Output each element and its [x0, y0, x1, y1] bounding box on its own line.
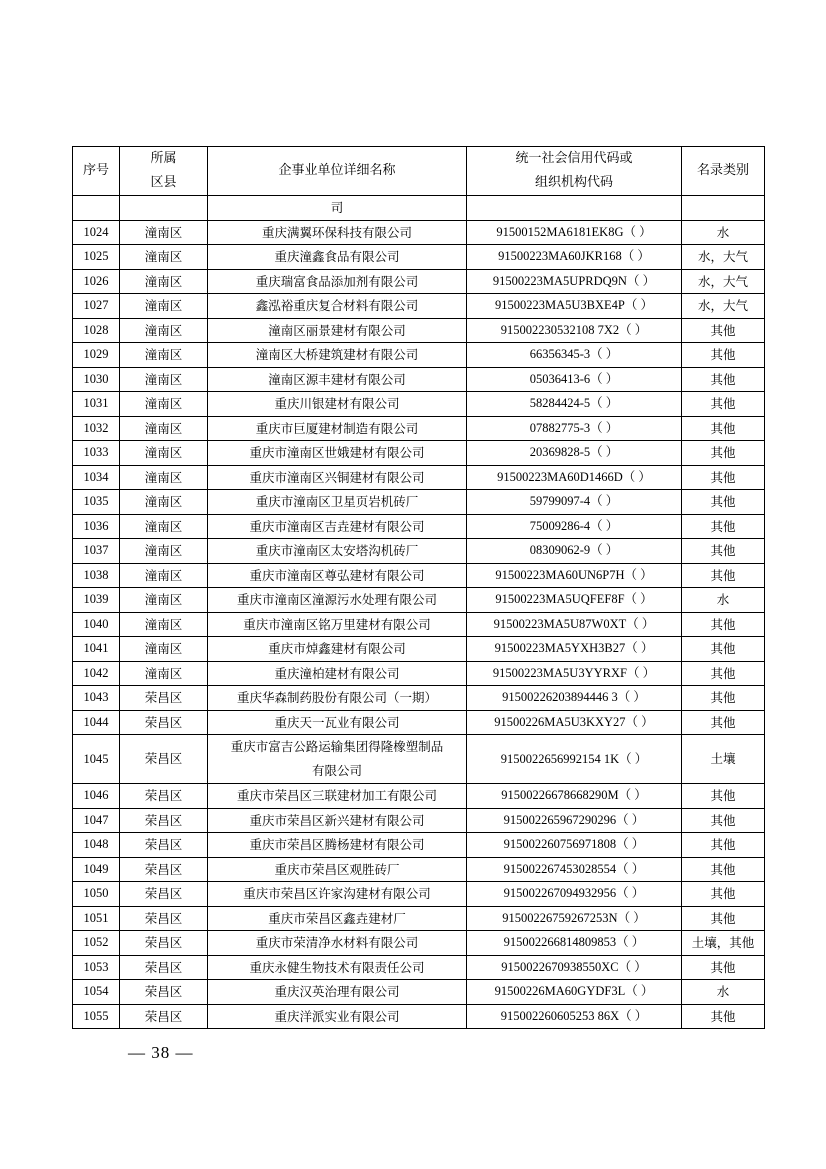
- cell-district: 潼南区: [120, 245, 208, 270]
- table-row: [73, 833, 765, 858]
- cell-category: 其他: [682, 465, 765, 490]
- cell-code: 66356345-3（ ）: [467, 343, 682, 368]
- cell-category: 其他: [682, 1004, 765, 1029]
- cell-district: 荣昌区: [120, 808, 208, 833]
- cell-category: 其他: [682, 563, 765, 588]
- cell-name: 重庆满翼环保科技有限公司: [208, 220, 467, 245]
- cell-district: 潼南区: [120, 318, 208, 343]
- cell-name: 重庆潼鑫食品有限公司: [208, 245, 467, 270]
- cell-district: 潼南区: [120, 220, 208, 245]
- table-row: [73, 392, 765, 417]
- table-row: [73, 955, 765, 980]
- cell-code: 58284424-5（ ）: [467, 392, 682, 417]
- cell-no: 1046: [73, 784, 120, 809]
- enterprise-list-table: [72, 146, 765, 1029]
- cell-category: 其他: [682, 612, 765, 637]
- table-row: [73, 367, 765, 392]
- cell-no: 1031: [73, 392, 120, 417]
- cell-no: 1051: [73, 906, 120, 931]
- cell-code: 91500223MA5U3YYRXF（ ）: [467, 661, 682, 686]
- cell-name-line1: 重庆市富吉公路运输集团得隆橡塑制品: [230, 739, 444, 754]
- cell-no: 1039: [73, 588, 120, 613]
- cell-no: 1049: [73, 857, 120, 882]
- cell-name-line2: 有限公司: [311, 763, 362, 778]
- cell-no: 1045: [73, 735, 120, 784]
- cell-code: 91500152MA6181EK8G（ ）: [467, 220, 682, 245]
- table-row: [73, 220, 765, 245]
- table-row: [73, 906, 765, 931]
- cell-code: 9150022670938550XC（ ）: [467, 955, 682, 980]
- cell-name: 重庆市潼南区兴铜建材有限公司: [208, 465, 467, 490]
- cell-no: 1040: [73, 612, 120, 637]
- cell-code: 915002267453028554（ ）: [467, 857, 682, 882]
- table-row: [73, 1004, 765, 1029]
- cell-name: 重庆汉英治理有限公司: [208, 980, 467, 1005]
- cell-name: 重庆市荣昌区观胜砖厂: [208, 857, 467, 882]
- cell-no: 1030: [73, 367, 120, 392]
- cell-district: 潼南区: [120, 441, 208, 466]
- cell-no: 1024: [73, 220, 120, 245]
- cell-no: 1050: [73, 882, 120, 907]
- cell-no: 1028: [73, 318, 120, 343]
- cell-category: 其他: [682, 416, 765, 441]
- table-row: [73, 612, 765, 637]
- cell-name: 重庆市潼南区吉垚建材有限公司: [208, 514, 467, 539]
- cell-district: 潼南区: [120, 637, 208, 662]
- cell-district: 潼南区: [120, 343, 208, 368]
- cell-district: 荣昌区: [120, 882, 208, 907]
- cell-district: 潼南区: [120, 612, 208, 637]
- cell-no: 1032: [73, 416, 120, 441]
- cell-district: 荣昌区: [120, 833, 208, 858]
- cell-district: 荣昌区: [120, 955, 208, 980]
- cell-district: 潼南区: [120, 588, 208, 613]
- cell-district: 潼南区: [120, 563, 208, 588]
- table-row: [73, 808, 765, 833]
- cell-category: 其他: [682, 882, 765, 907]
- cell-district: 潼南区: [120, 367, 208, 392]
- cell-name: 重庆市潼南区潼源污水处理有限公司: [208, 588, 467, 613]
- cell-district: 潼南区: [120, 514, 208, 539]
- cell-name: 重庆瑞富食品添加剂有限公司: [208, 269, 467, 294]
- table-row: [73, 465, 765, 490]
- cell-category: 其他: [682, 490, 765, 515]
- table-row: [73, 490, 765, 515]
- cell-code: 91500223MA5YXH3B27（ ）: [467, 637, 682, 662]
- cell-name: 重庆洋派实业有限公司: [208, 1004, 467, 1029]
- cell-no: 1038: [73, 563, 120, 588]
- cell-category: 其他: [682, 367, 765, 392]
- table-row: [73, 245, 765, 270]
- cell-name: 重庆潼柏建材有限公司: [208, 661, 467, 686]
- cell-name: 重庆市潼南区铭万里建材有限公司: [208, 612, 467, 637]
- cell-district: 荣昌区: [120, 710, 208, 735]
- cell-no: 1035: [73, 490, 120, 515]
- cell-name: 重庆市荣昌区腾杨建材有限公司: [208, 833, 467, 858]
- cell-no: 1054: [73, 980, 120, 1005]
- table-row: [73, 294, 765, 319]
- cell-name: 重庆永健生物技术有限责任公司: [208, 955, 467, 980]
- cell-name: 重庆天一瓦业有限公司: [208, 710, 467, 735]
- cell-name: 潼南区大桥建筑建材有限公司: [208, 343, 467, 368]
- cell-district: 荣昌区: [120, 931, 208, 956]
- cell-no: 1041: [73, 637, 120, 662]
- cell-category: 水，大气: [682, 294, 765, 319]
- table-row: [73, 269, 765, 294]
- cell-name: 重庆华森制药股份有限公司（一期）: [208, 686, 467, 711]
- cell-name: 重庆川银建材有限公司: [208, 392, 467, 417]
- cell-category: 土壤，其他: [682, 931, 765, 956]
- cell-code: 91500223MA5UQFEF8F（ ）: [467, 588, 682, 613]
- cell-category: 其他: [682, 343, 765, 368]
- cell-no: 1025: [73, 245, 120, 270]
- cell-no: 1053: [73, 955, 120, 980]
- table-row: [73, 416, 765, 441]
- cell-district: 潼南区: [120, 539, 208, 564]
- cell-name: 潼南区丽景建材有限公司: [208, 318, 467, 343]
- cell-name: 鑫泓裕重庆复合材料有限公司: [208, 294, 467, 319]
- cell-category: 其他: [682, 392, 765, 417]
- cell-name: 重庆市荣昌区三联建材加工有限公司: [208, 784, 467, 809]
- cell-category: 其他: [682, 955, 765, 980]
- cell-name: 重庆市荣清净水材料有限公司: [208, 931, 467, 956]
- table-row: [73, 784, 765, 809]
- cell-district: 潼南区: [120, 294, 208, 319]
- cell-code: 915002260605253 86X（ ）: [467, 1004, 682, 1029]
- cell-code: 915002267094932956（ ）: [467, 882, 682, 907]
- cell-no: 1052: [73, 931, 120, 956]
- cell-name: 重庆市焯鑫建材有限公司: [208, 637, 467, 662]
- cell-category: 其他: [682, 710, 765, 735]
- cell-district: 荣昌区: [120, 980, 208, 1005]
- cell-category: 其他: [682, 661, 765, 686]
- cell-category: 其他: [682, 441, 765, 466]
- cell-code: 59799097-4（ ）: [467, 490, 682, 515]
- cell-name: 潼南区源丰建材有限公司: [208, 367, 467, 392]
- cell-name: 重庆市荣昌区许家沟建材有限公司: [208, 882, 467, 907]
- cell-code: 91500223MA60UN6P7H（ ）: [467, 563, 682, 588]
- cell-no: 1026: [73, 269, 120, 294]
- table-row: [73, 710, 765, 735]
- cell-district: 荣昌区: [120, 784, 208, 809]
- table-row: [73, 514, 765, 539]
- cell-no: 1055: [73, 1004, 120, 1029]
- table-row: [73, 563, 765, 588]
- cell-code: 915002260756971808（ ）: [467, 833, 682, 858]
- cell-code: 75009286-4（ ）: [467, 514, 682, 539]
- cell-name: 重庆市荣昌区鑫垚建材厂: [208, 906, 467, 931]
- header-name: 企事业单位详细名称: [208, 147, 467, 196]
- cell-code: 91500223MA60JKR168（ ）: [467, 245, 682, 270]
- cell-no: 1048: [73, 833, 120, 858]
- header-no: 序号: [73, 147, 120, 196]
- table-body: [73, 196, 765, 1029]
- header-category: 名录类别: [682, 147, 765, 196]
- cell-no: [73, 196, 120, 221]
- cell-category: 水，大气: [682, 245, 765, 270]
- cell-code: 91500226MA5U3KXY27（ ）: [467, 710, 682, 735]
- cell-category: 水: [682, 588, 765, 613]
- cell-category: 其他: [682, 784, 765, 809]
- cell-code: 91500223MA5UPRDQ9N（ ）: [467, 269, 682, 294]
- cell-name: 重庆市潼南区太安塔沟机砖厂: [208, 539, 467, 564]
- cell-district: 潼南区: [120, 392, 208, 417]
- table-row: [73, 318, 765, 343]
- table-row: [73, 686, 765, 711]
- cell-district: 荣昌区: [120, 857, 208, 882]
- cell-category: 其他: [682, 514, 765, 539]
- cell-no: 1044: [73, 710, 120, 735]
- cell-code: 91500223MA5U87W0XT（ ）: [467, 612, 682, 637]
- cell-code: 91500226203894446 3（ ）: [467, 686, 682, 711]
- cell-name: 重庆市巨厦建材制造有限公司: [208, 416, 467, 441]
- cell-district: 潼南区: [120, 661, 208, 686]
- table-row: [73, 735, 765, 784]
- cell-no: 1036: [73, 514, 120, 539]
- cell-name: 重庆市潼南区尊弘建材有限公司: [208, 563, 467, 588]
- cell-category: 水: [682, 980, 765, 1005]
- table-row: [73, 343, 765, 368]
- table-row: [73, 588, 765, 613]
- cell-no: 1034: [73, 465, 120, 490]
- header-code: 统一社会信用代码或 组织机构代码: [467, 147, 682, 196]
- cell-no: 1027: [73, 294, 120, 319]
- cell-district: 潼南区: [120, 269, 208, 294]
- cell-category: 水: [682, 220, 765, 245]
- cell-district: 潼南区: [120, 490, 208, 515]
- cell-name: 司: [208, 196, 467, 221]
- cell-name: 重庆市潼南区世娥建材有限公司: [208, 441, 467, 466]
- cell-no: 1029: [73, 343, 120, 368]
- cell-code: 20369828-5（ ）: [467, 441, 682, 466]
- continuation-row: [73, 196, 765, 221]
- table-row: [73, 980, 765, 1005]
- cell-district: 荣昌区: [120, 1004, 208, 1029]
- cell-code: 915002230532108 7X2（ ）: [467, 318, 682, 343]
- cell-code: 05036413-6（ ）: [467, 367, 682, 392]
- cell-code: 08309062-9（ ）: [467, 539, 682, 564]
- cell-no: 1043: [73, 686, 120, 711]
- cell-category: [682, 196, 765, 221]
- cell-district: 荣昌区: [120, 735, 208, 784]
- cell-name: 重庆市潼南区卫星页岩机砖厂: [208, 490, 467, 515]
- cell-category: 土壤: [682, 735, 765, 784]
- cell-code: 91500223MA60D1466D（ ）: [467, 465, 682, 490]
- cell-code: 07882775-3（ ）: [467, 416, 682, 441]
- table-row: [73, 637, 765, 662]
- cell-code: 91500226678668290M（ ）: [467, 784, 682, 809]
- header-district: 所属 区县: [120, 147, 208, 196]
- cell-category: 其他: [682, 539, 765, 564]
- cell-category: 其他: [682, 857, 765, 882]
- cell-code: [467, 196, 682, 221]
- cell-category: 其他: [682, 906, 765, 931]
- cell-category: 其他: [682, 808, 765, 833]
- table-row: [73, 661, 765, 686]
- cell-code: 91500223MA5U3BXE4P（ ）: [467, 294, 682, 319]
- table-row: [73, 931, 765, 956]
- cell-code: 91500226759267253N（ ）: [467, 906, 682, 931]
- cell-name: 重庆市荣昌区新兴建材有限公司: [208, 808, 467, 833]
- cell-category: 水，大气: [682, 269, 765, 294]
- cell-district: 潼南区: [120, 465, 208, 490]
- cell-district: 荣昌区: [120, 906, 208, 931]
- cell-no: 1033: [73, 441, 120, 466]
- page-number: — 38 —: [128, 1043, 194, 1062]
- cell-no: 1047: [73, 808, 120, 833]
- cell-district: 潼南区: [120, 416, 208, 441]
- header-row: [73, 147, 765, 196]
- cell-name: [208, 735, 467, 784]
- table-row: [73, 857, 765, 882]
- cell-no: 1042: [73, 661, 120, 686]
- table-row: [73, 882, 765, 907]
- cell-district: [120, 196, 208, 221]
- cell-district: 荣昌区: [120, 686, 208, 711]
- cell-category: 其他: [682, 686, 765, 711]
- cell-code: 915002266814809853（ ）: [467, 931, 682, 956]
- cell-category: 其他: [682, 833, 765, 858]
- table-row: [73, 539, 765, 564]
- table-header: [73, 147, 765, 196]
- cell-code: 91500226MA60GYDF3L（ ）: [467, 980, 682, 1005]
- cell-category: 其他: [682, 637, 765, 662]
- cell-category: 其他: [682, 318, 765, 343]
- cell-code: 915002265967290296（ ）: [467, 808, 682, 833]
- cell-code: 9150022656992154 1K（ ）: [467, 735, 682, 784]
- cell-no: 1037: [73, 539, 120, 564]
- table-row: [73, 441, 765, 466]
